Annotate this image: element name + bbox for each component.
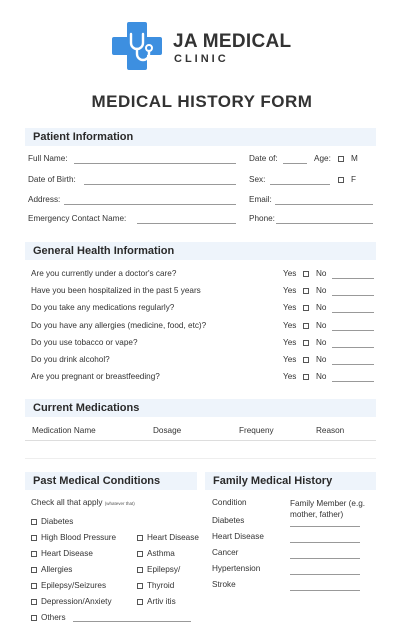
family-member-field[interactable]: [290, 558, 360, 559]
health-question: Do you use tobacco or vape?: [31, 337, 138, 347]
check-all-text: Check all that apply: [31, 498, 103, 507]
dob-field[interactable]: [84, 184, 236, 185]
family-member-header: Family Member (e.g. mother, father): [290, 499, 366, 519]
email-label: Email:: [249, 195, 272, 204]
health-question: Do you have any allergies (medicine, food, etc)?: [31, 320, 207, 330]
medication-name-header: Medication Name: [32, 426, 96, 435]
condition-checkbox[interactable]: [31, 599, 37, 605]
current-medications-heading: Current Medications: [25, 399, 376, 417]
details-field[interactable]: [332, 381, 374, 382]
phone-label: Phone:: [249, 214, 275, 223]
sex-field[interactable]: [270, 184, 330, 185]
sex-label: Sex:: [249, 175, 266, 184]
dob-label: Date of Birth:: [28, 175, 76, 184]
family-condition-label: Cancer: [212, 548, 239, 557]
health-question: Do you take any medications regularly?: [31, 303, 175, 313]
no-label: No: [316, 269, 327, 278]
female-label: F: [351, 175, 357, 184]
address-field[interactable]: [64, 204, 236, 205]
yes-label: Yes: [283, 337, 297, 347]
no-label: No: [316, 320, 327, 330]
age-label: Age:: [314, 154, 331, 163]
yes-checkbox[interactable]: [303, 357, 309, 363]
details-field[interactable]: [332, 278, 374, 279]
past-conditions-heading: Past Medical Conditions: [25, 472, 197, 490]
female-checkbox[interactable]: [338, 177, 344, 183]
no-label: No: [316, 303, 327, 313]
email-field[interactable]: [275, 204, 373, 205]
yes-checkbox[interactable]: [303, 288, 309, 294]
yes-checkbox[interactable]: [303, 305, 309, 311]
date-of-label: Date of:: [249, 154, 278, 163]
health-question: Have you been hospitalized in the past 5 years: [31, 286, 201, 296]
details-field[interactable]: [332, 312, 374, 313]
condition-label: Epilepsy/Seizures: [41, 581, 107, 590]
condition-label: Artiv itis: [147, 597, 176, 606]
no-label: No: [316, 372, 327, 382]
condition-label: Depression/Anxiety: [41, 597, 112, 606]
details-field[interactable]: [332, 364, 374, 365]
frequency-header: Frequeny: [239, 426, 274, 435]
medications-divider: [25, 440, 376, 441]
family-condition-label: Stroke: [212, 580, 236, 589]
full-name-field[interactable]: [74, 163, 236, 164]
family-condition-label: Hypertension: [212, 564, 261, 573]
male-label: M: [351, 154, 358, 163]
no-label: No: [316, 337, 327, 347]
yes-label: Yes: [283, 355, 297, 364]
family-member-field[interactable]: [290, 574, 360, 575]
condition-checkbox[interactable]: [31, 615, 37, 621]
family-member-field[interactable]: [290, 526, 360, 527]
family-member-field[interactable]: [290, 542, 360, 543]
medications-row-line[interactable]: [25, 458, 376, 459]
condition-label: Asthma: [147, 549, 175, 558]
dosage-header: Dosage: [153, 426, 182, 435]
condition-checkbox[interactable]: [31, 551, 37, 557]
condition-label: Heart Disease: [147, 533, 199, 542]
health-question: Are you currently under a doctor's care?: [31, 269, 177, 278]
medical-cross-stethoscope-icon: [110, 20, 164, 72]
condition-checkbox[interactable]: [137, 599, 143, 605]
no-label: No: [316, 286, 327, 296]
condition-checkbox[interactable]: [31, 567, 37, 573]
family-condition-label: Diabetes: [212, 516, 245, 525]
condition-checkbox[interactable]: [31, 583, 37, 589]
address-label: Address:: [28, 195, 61, 204]
general-health-heading: General Health Information: [25, 242, 376, 260]
check-all-note: (whatever that): [104, 501, 135, 506]
family-condition-label: Heart Disease: [212, 532, 264, 541]
details-field[interactable]: [332, 347, 374, 348]
condition-checkbox[interactable]: [137, 535, 143, 541]
details-field[interactable]: [332, 295, 374, 296]
condition-label: Diabetes: [41, 517, 74, 526]
condition-checkbox[interactable]: [137, 567, 143, 573]
family-history-heading: Family Medical History: [205, 472, 376, 490]
yes-label: Yes: [283, 372, 297, 382]
condition-checkbox[interactable]: [137, 551, 143, 557]
family-condition-header: Condition: [212, 498, 247, 507]
condition-label: Others: [41, 613, 66, 622]
yes-label: Yes: [283, 320, 297, 330]
health-question: Are you pregnant or breastfeeding?: [31, 372, 160, 382]
condition-checkbox[interactable]: [137, 583, 143, 589]
family-member-field[interactable]: [290, 590, 360, 591]
health-question: Do you drink alcohol?: [31, 355, 110, 364]
condition-label: Heart Disease: [41, 549, 93, 558]
yes-label: Yes: [283, 269, 297, 278]
date-of-field[interactable]: [283, 163, 307, 164]
emergency-contact-label: Emergency Contact Name:: [28, 214, 127, 223]
patient-info-heading: Patient Information: [25, 128, 376, 146]
no-label: No: [316, 355, 327, 364]
check-all-label: [31, 498, 135, 509]
form-title: MEDICAL HISTORY FORM: [91, 92, 313, 111]
yes-label: Yes: [283, 286, 297, 296]
brand-name: JA MEDICAL: [173, 31, 292, 52]
reason-header: Reason: [316, 426, 345, 435]
details-field[interactable]: [332, 330, 374, 331]
condition-checkbox[interactable]: [31, 535, 37, 541]
condition-checkbox[interactable]: [31, 519, 37, 525]
condition-label: Allergies: [41, 565, 73, 574]
yes-checkbox[interactable]: [303, 271, 309, 277]
full-name-label: Full Name:: [28, 154, 68, 163]
yes-checkbox[interactable]: [303, 323, 309, 329]
condition-label: Epilepsy/: [147, 565, 181, 574]
brand-subtitle: CLINIC: [174, 53, 229, 65]
yes-checkbox[interactable]: [303, 340, 309, 346]
yes-label: Yes: [283, 303, 297, 313]
yes-checkbox[interactable]: [303, 374, 309, 380]
emergency-contact-field[interactable]: [137, 223, 236, 224]
condition-label: Thyroid: [147, 581, 175, 590]
male-checkbox[interactable]: [338, 156, 344, 162]
phone-field[interactable]: [276, 223, 373, 224]
condition-label: High Blood Pressure: [41, 533, 117, 542]
